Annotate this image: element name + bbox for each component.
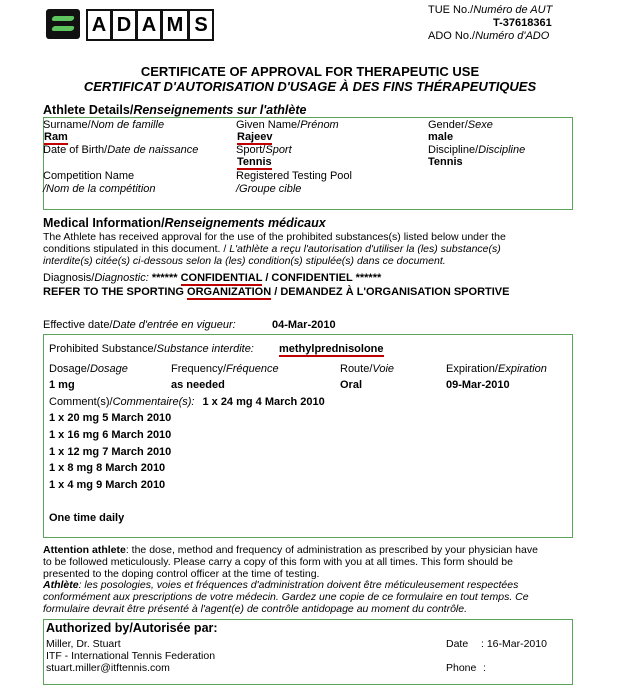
- phone-label: Phone: [446, 662, 477, 674]
- surname-label: Surname/Nom de famille: [43, 119, 165, 131]
- sport-label: Sport/Sport: [236, 144, 292, 156]
- competition-label: Competition Name /Nom de la compétition: [43, 170, 156, 195]
- comment-line: 1 x 16 mg 6 March 2010: [49, 429, 172, 441]
- surname-value: Ram: [44, 131, 68, 143]
- authorized-date-value: : 16-Mar-2010: [481, 638, 547, 650]
- comment-footer: One time daily: [49, 512, 125, 524]
- sport-value: Tennis: [237, 156, 272, 168]
- frequency-value: as needed: [171, 379, 225, 391]
- dob-label: Date of Birth/Date de naissance: [43, 144, 199, 156]
- phone-value: :: [483, 662, 486, 674]
- comment-line: 1 x 12 mg 7 March 2010: [49, 446, 172, 458]
- frequency-label: Frequency/Fréquence: [171, 363, 279, 375]
- expiration-label: Expiration/Expiration: [446, 363, 547, 375]
- route-value: Oral: [340, 379, 363, 391]
- comments-label: Comment(s)/Commentaire(s): 1 x 24 mg 4 March 2010: [49, 396, 325, 408]
- medical-text: The Athlete has received approval for the use of the prohibited substances(s) listed below under the conditions stipulated in this document. / L'athlète a reçu l'autorisation d'utiliser la (les) substance(s) interdite(s) citée(s) ci-dessous selon la (les) condition(s) stipulée(s) dans ce document.: [43, 231, 506, 267]
- logo-letter: D: [111, 9, 137, 41]
- gender-label: Gender/Sexe: [428, 119, 493, 131]
- comment-line: 1 x 20 mg 5 March 2010: [49, 412, 172, 424]
- tue-number-label: TUE No./Numéro de AUT: [428, 4, 553, 16]
- dosage-label: Dosage/Dosage: [49, 363, 128, 375]
- logo-letter: M: [161, 9, 189, 41]
- logo-letter: A: [136, 9, 162, 41]
- logo-letter: A: [86, 9, 112, 41]
- discipline-label: Discipline/Discipline: [428, 144, 526, 156]
- substance-label: Prohibited Substance/Substance interdite:: [49, 343, 254, 355]
- diagnosis-line: Diagnosis/Diagnostic: ****** CONFIDENTIAL / CONFIDENTIEL ******: [43, 272, 382, 284]
- route-label: Route/Voie: [340, 363, 395, 375]
- certificate-title: CERTIFICATE OF APPROVAL FOR THERAPEUTIC USE: [140, 64, 480, 79]
- effective-date-value: 04-Mar-2010: [272, 319, 336, 331]
- medical-info-heading: Medical Information/Renseignements médicaux: [43, 216, 326, 230]
- discipline-value: Tennis: [428, 156, 463, 168]
- tue-number-value: T-37618361: [493, 17, 552, 29]
- certificate-title-fr: CERTIFICAT D'AUTORISATION D'USAGE À DES FINS THÉRAPEUTIQUES: [83, 79, 537, 94]
- logo-letter: S: [188, 9, 214, 41]
- authorized-date-label: Date: [446, 638, 469, 650]
- authorizer-name: Miller, Dr. Stuart: [46, 638, 121, 650]
- given-name-label: Given Name/Prénom: [236, 119, 339, 131]
- authorized-heading: Authorized by/Autorisée par:: [46, 621, 218, 635]
- effective-date-label: Effective date/Date d'entrée en vigueur:: [43, 319, 236, 331]
- expiration-value: 09-Mar-2010: [446, 379, 510, 391]
- athlete-details-heading: Athlete Details/Renseignements sur l'athlète: [43, 103, 307, 117]
- comment-line: 1 x 4 mg 9 March 2010: [49, 479, 166, 491]
- comment-line: 1 x 8 mg 8 March 2010: [49, 462, 166, 474]
- ado-number-label: ADO No./Numéro d'ADO: [428, 30, 550, 42]
- dosage-value: 1 mg: [49, 379, 75, 391]
- authorizer-org: ITF - International Tennis Federation: [46, 650, 216, 662]
- authorizer-email: stuart.miller@itftennis.com: [46, 662, 170, 674]
- gender-value: male: [428, 131, 454, 143]
- rtp-label: Registered Testing Pool /Groupe cible: [236, 170, 352, 195]
- substance-name: methylprednisolone: [279, 343, 384, 355]
- attention-text: Attention athlete: the dose, method and frequency of administration as prescribed by your physician have to be followed meticulously. Please carry a copy of this form with you at all times. This form should be presented to the doping control officer at the time of testing. Athlète: les posologies, voies et fréquences d'administration doivent être méticuleusement respectées conformément aux prescriptions de votre médecin. Gardez une copie de ce formulaire en tout temps. Ce formulaire devrait être présenté à l'agent(e) de contrôle antidopage au moment du contrôle.: [43, 544, 538, 615]
- given-name-value: Rajeev: [237, 131, 273, 143]
- refer-line: REFER TO THE SPORTING ORGANIZATION / DEMANDEZ À L'ORGANISATION SPORTIVE: [43, 286, 510, 298]
- adams-logo-mark: [46, 9, 80, 39]
